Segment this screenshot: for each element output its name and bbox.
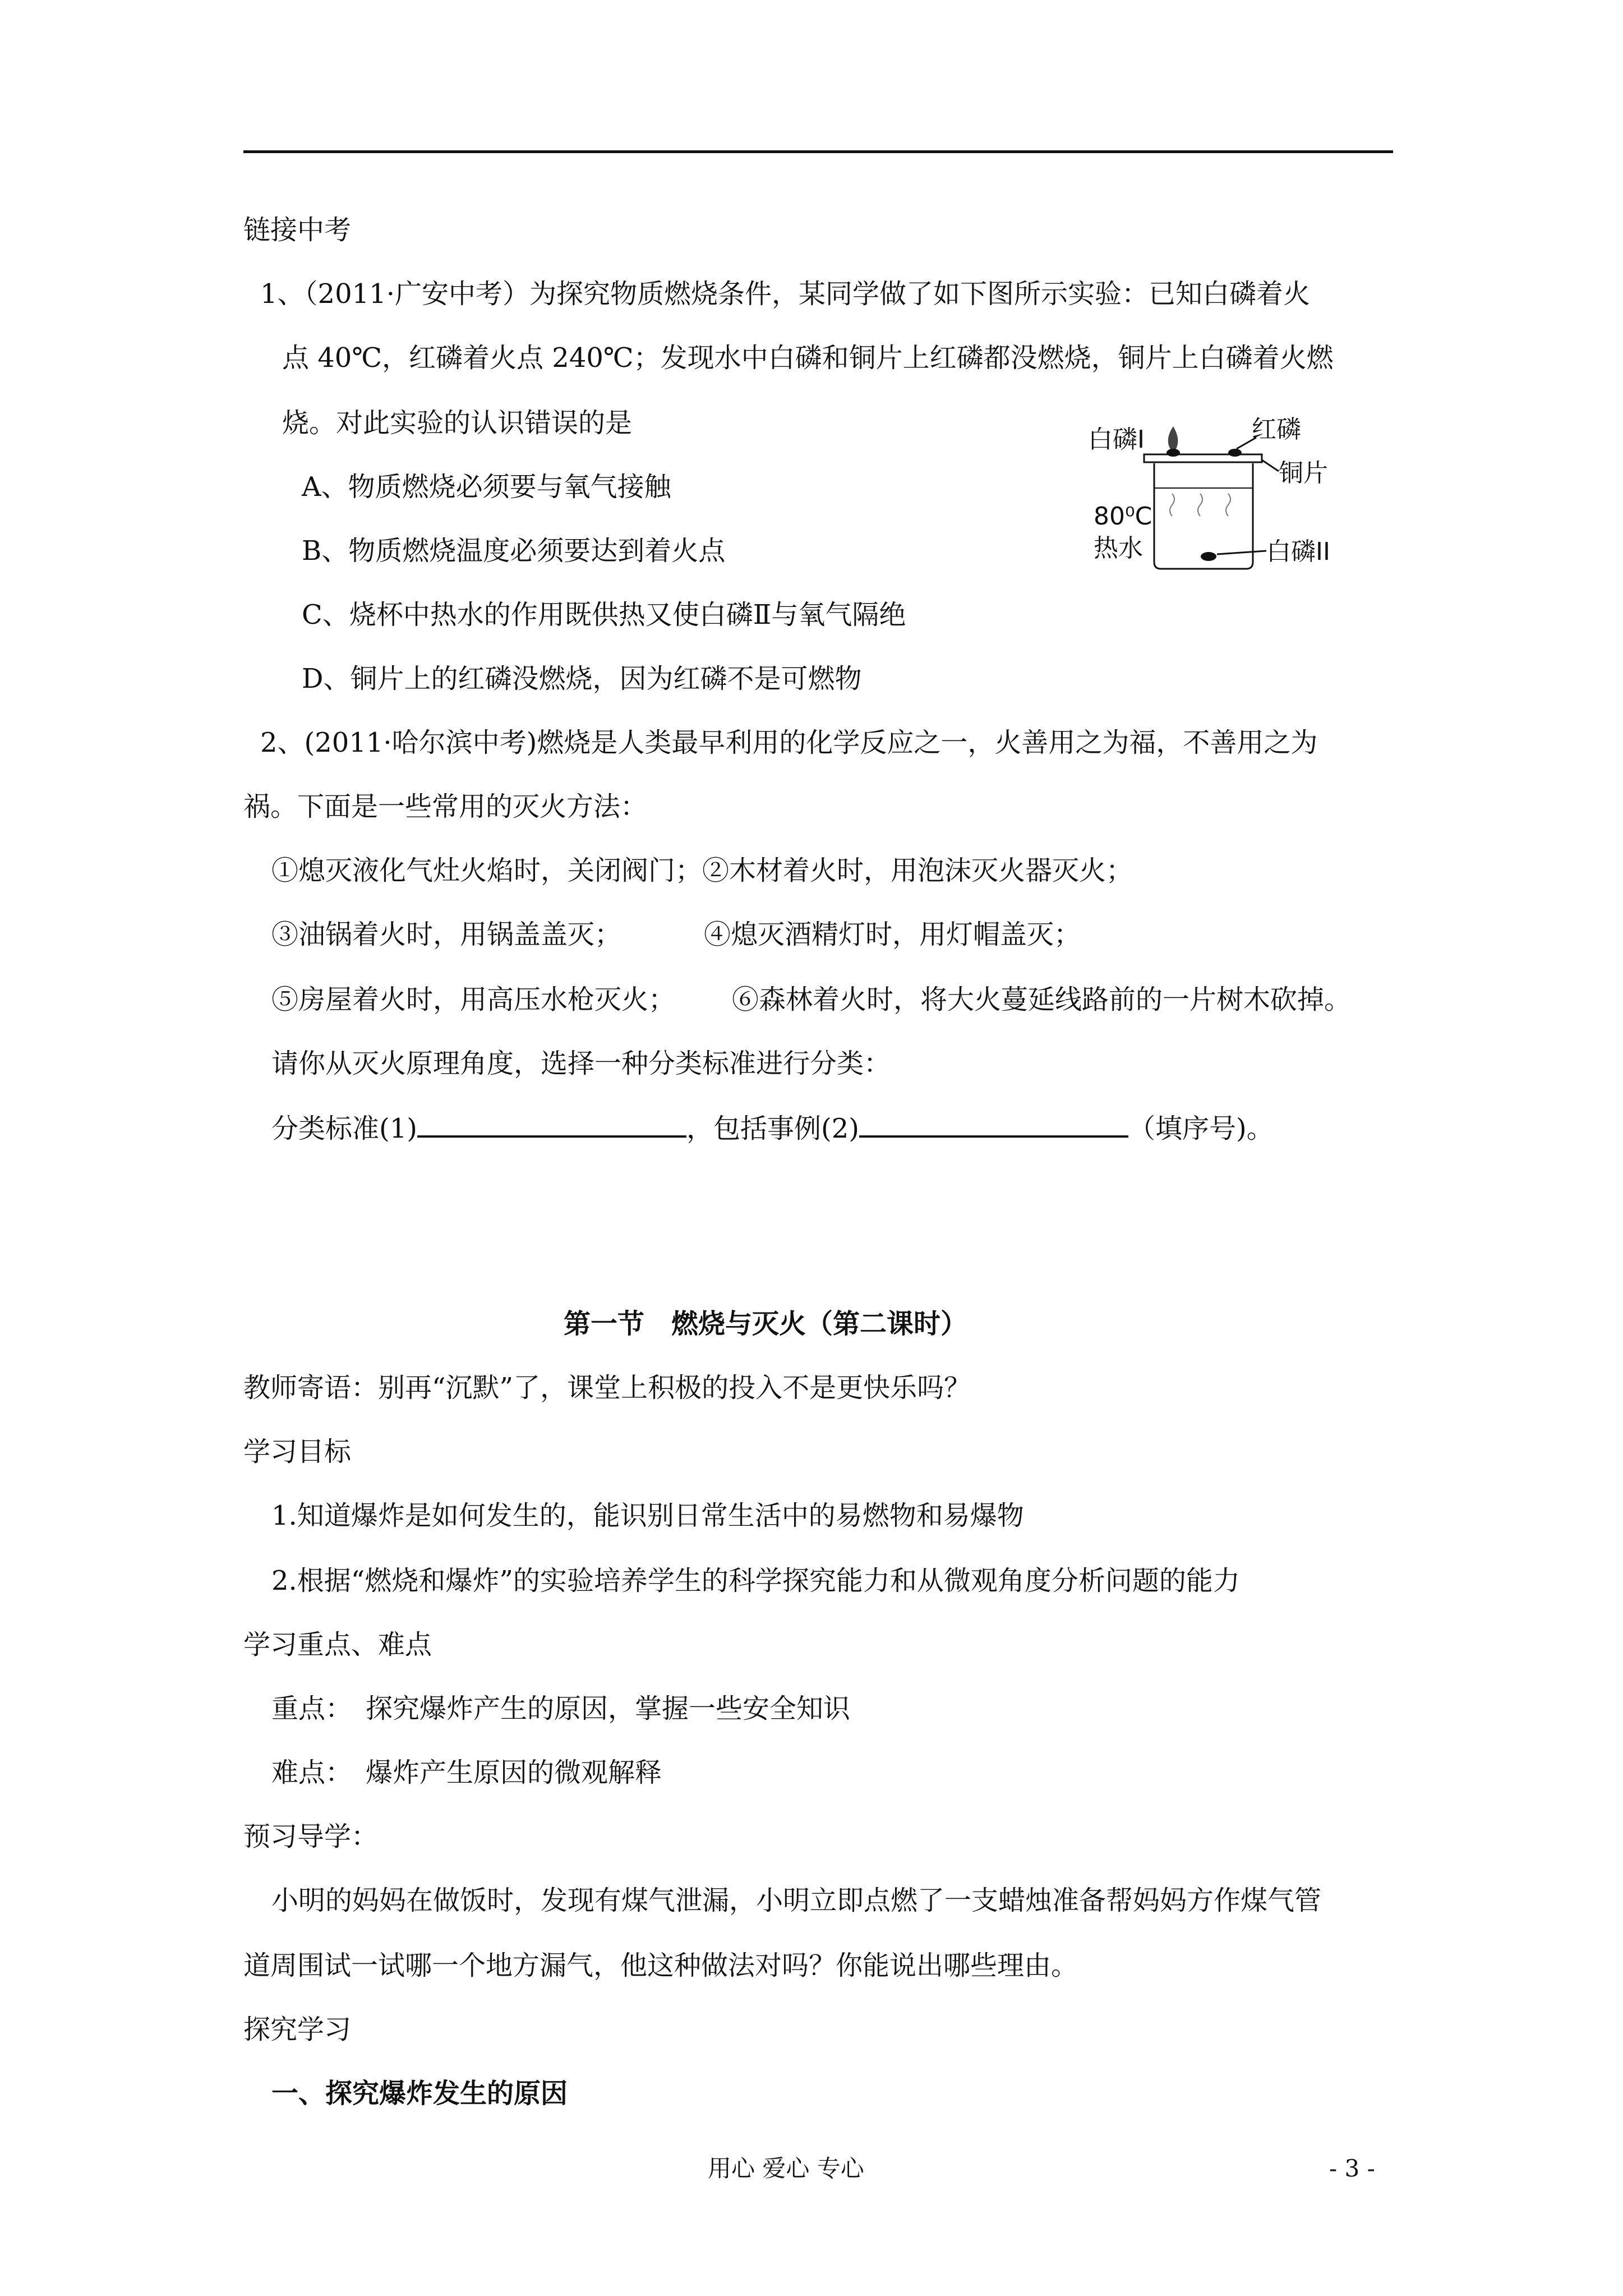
preview-heading: 预习导学： (243, 1821, 379, 1852)
preview-line-1: 小明的妈妈在做饭时，发现有煤气泄漏，小明立即点燃了一支蜡烛准备帮妈妈方作煤气管 (271, 1885, 1322, 1916)
fill-label-note: （填序号)。 (1128, 1113, 1274, 1144)
flame-icon (1168, 426, 1178, 450)
question-2-method-4: ④熄灭酒精灯时，用灯帽盖灭； (704, 919, 1081, 950)
copper-sheet-shape (1144, 454, 1262, 462)
answer-blank-1[interactable] (417, 1111, 686, 1138)
fill-label-standard: 分类标准(1) (271, 1113, 417, 1144)
page-number: - 3 - (1329, 2155, 1375, 2182)
combustion-experiment-figure (1088, 409, 1380, 578)
question-2-method-5: ⑤房屋着火时，用高压水枪灭火； (271, 984, 676, 1015)
difficult-point: 难点： 爆炸产生原因的微观解释 (271, 1757, 662, 1788)
key-point: 重点： 探究爆炸产生的原因，掌握一些安全知识 (271, 1693, 851, 1724)
question-2-method-6: ⑥森林着火时，将大火蔓延线路前的一片树木砍掉。 (732, 984, 1352, 1015)
goal-item-2: 2.根据“燃烧和爆炸”的实验培养学生的科学探究能力和从微观角度分析问题的能力 (271, 1565, 1240, 1596)
question-2-line-1: 2、(2011·哈尔滨中考)燃烧是人类最早利用的化学反应之一，火善用之为福，不善用之为 (260, 727, 1318, 758)
answer-blank-2[interactable] (859, 1111, 1128, 1138)
preview-line-2: 道周围试一试哪一个地方漏气，他这种做法对吗？你能说出哪些理由。 (243, 1950, 1078, 1981)
question-2-line-2: 祸。下面是一些常用的灭火方法： (243, 791, 648, 822)
question-2-fill-row (271, 1111, 1274, 1145)
question-1-line-1: 1、（2011·广安中考）为探究物质燃烧条件，某同学做了如下图所示实验：已知白磷着火 (260, 278, 1310, 310)
question-2-method-3: ③油锅着火时，用锅盖盖灭； (271, 919, 622, 950)
section-heading-link: 链接中考 (243, 214, 352, 246)
white-phosphorus-2-dot (1201, 552, 1216, 561)
question-2-instruction: 请你从灭火原理角度，选择一种分类标准进行分类： (271, 1048, 891, 1079)
figure-label-red-phosphorus: 红磷 (1252, 415, 1301, 444)
question-1-option-b: B、物质燃烧温度必须要达到着火点 (302, 535, 726, 567)
figure-label-copper-sheet: 铜片 (1279, 459, 1328, 487)
fill-label-examples: ，包括事例(2) (686, 1113, 859, 1144)
figure-label-white-phosphorus-1: 白磷I (1088, 425, 1145, 454)
header-rule (243, 150, 1393, 153)
explore-heading: 探究学习 (243, 2014, 352, 2045)
key-points-heading: 学习重点、难点 (243, 1629, 432, 1660)
question-1-line-2: 点 40℃，红磷着火点 240℃；发现水中白磷和铜片上红磷都没燃烧，铜片上白磷着火燃 (282, 342, 1334, 374)
question-1-option-d: D、铜片上的红磷没燃烧，因为红磷不是可燃物 (302, 663, 862, 694)
figure-label-temperature: 80⁰C (1094, 502, 1152, 531)
explore-subheading: 一、探究爆炸发生的原因 (271, 2078, 568, 2109)
question-1-option-a: A、物质燃烧必须要与氧气接触 (302, 471, 671, 503)
teacher-words: 教师寄语：别再“沉默”了，课堂上积极的投入不是更快乐吗？ (243, 1372, 971, 1404)
figure-label-hot-water: 热水 (1094, 534, 1143, 563)
question-1-line-3: 烧。对此实验的认识错误的是 (282, 407, 633, 439)
figure-label-white-phosphorus-2: 白磷II (1266, 537, 1330, 566)
question-1-option-c: C、烧杯中热水的作用既供热又使白磷Ⅱ与氧气隔绝 (302, 599, 906, 631)
white-phosphorus-1-dot (1166, 449, 1180, 457)
goals-heading: 学习目标 (243, 1436, 352, 1467)
red-phosphorus-dot (1228, 449, 1242, 457)
steam-lines (1170, 494, 1230, 516)
question-2-methods-row-1: ①熄灭液化气灶火焰时，关闭阀门；②木材着火时，用泡沫灭火器灭火； (271, 855, 1133, 886)
lesson-title: 第一节 燃烧与灭火（第二课时） (564, 1308, 968, 1340)
goal-item-1: 1.知道爆炸是如何发生的，能识别日常生活中的易燃物和易爆物 (271, 1500, 1024, 1531)
footer-motto: 用心 爱心 专心 (708, 2155, 864, 2182)
